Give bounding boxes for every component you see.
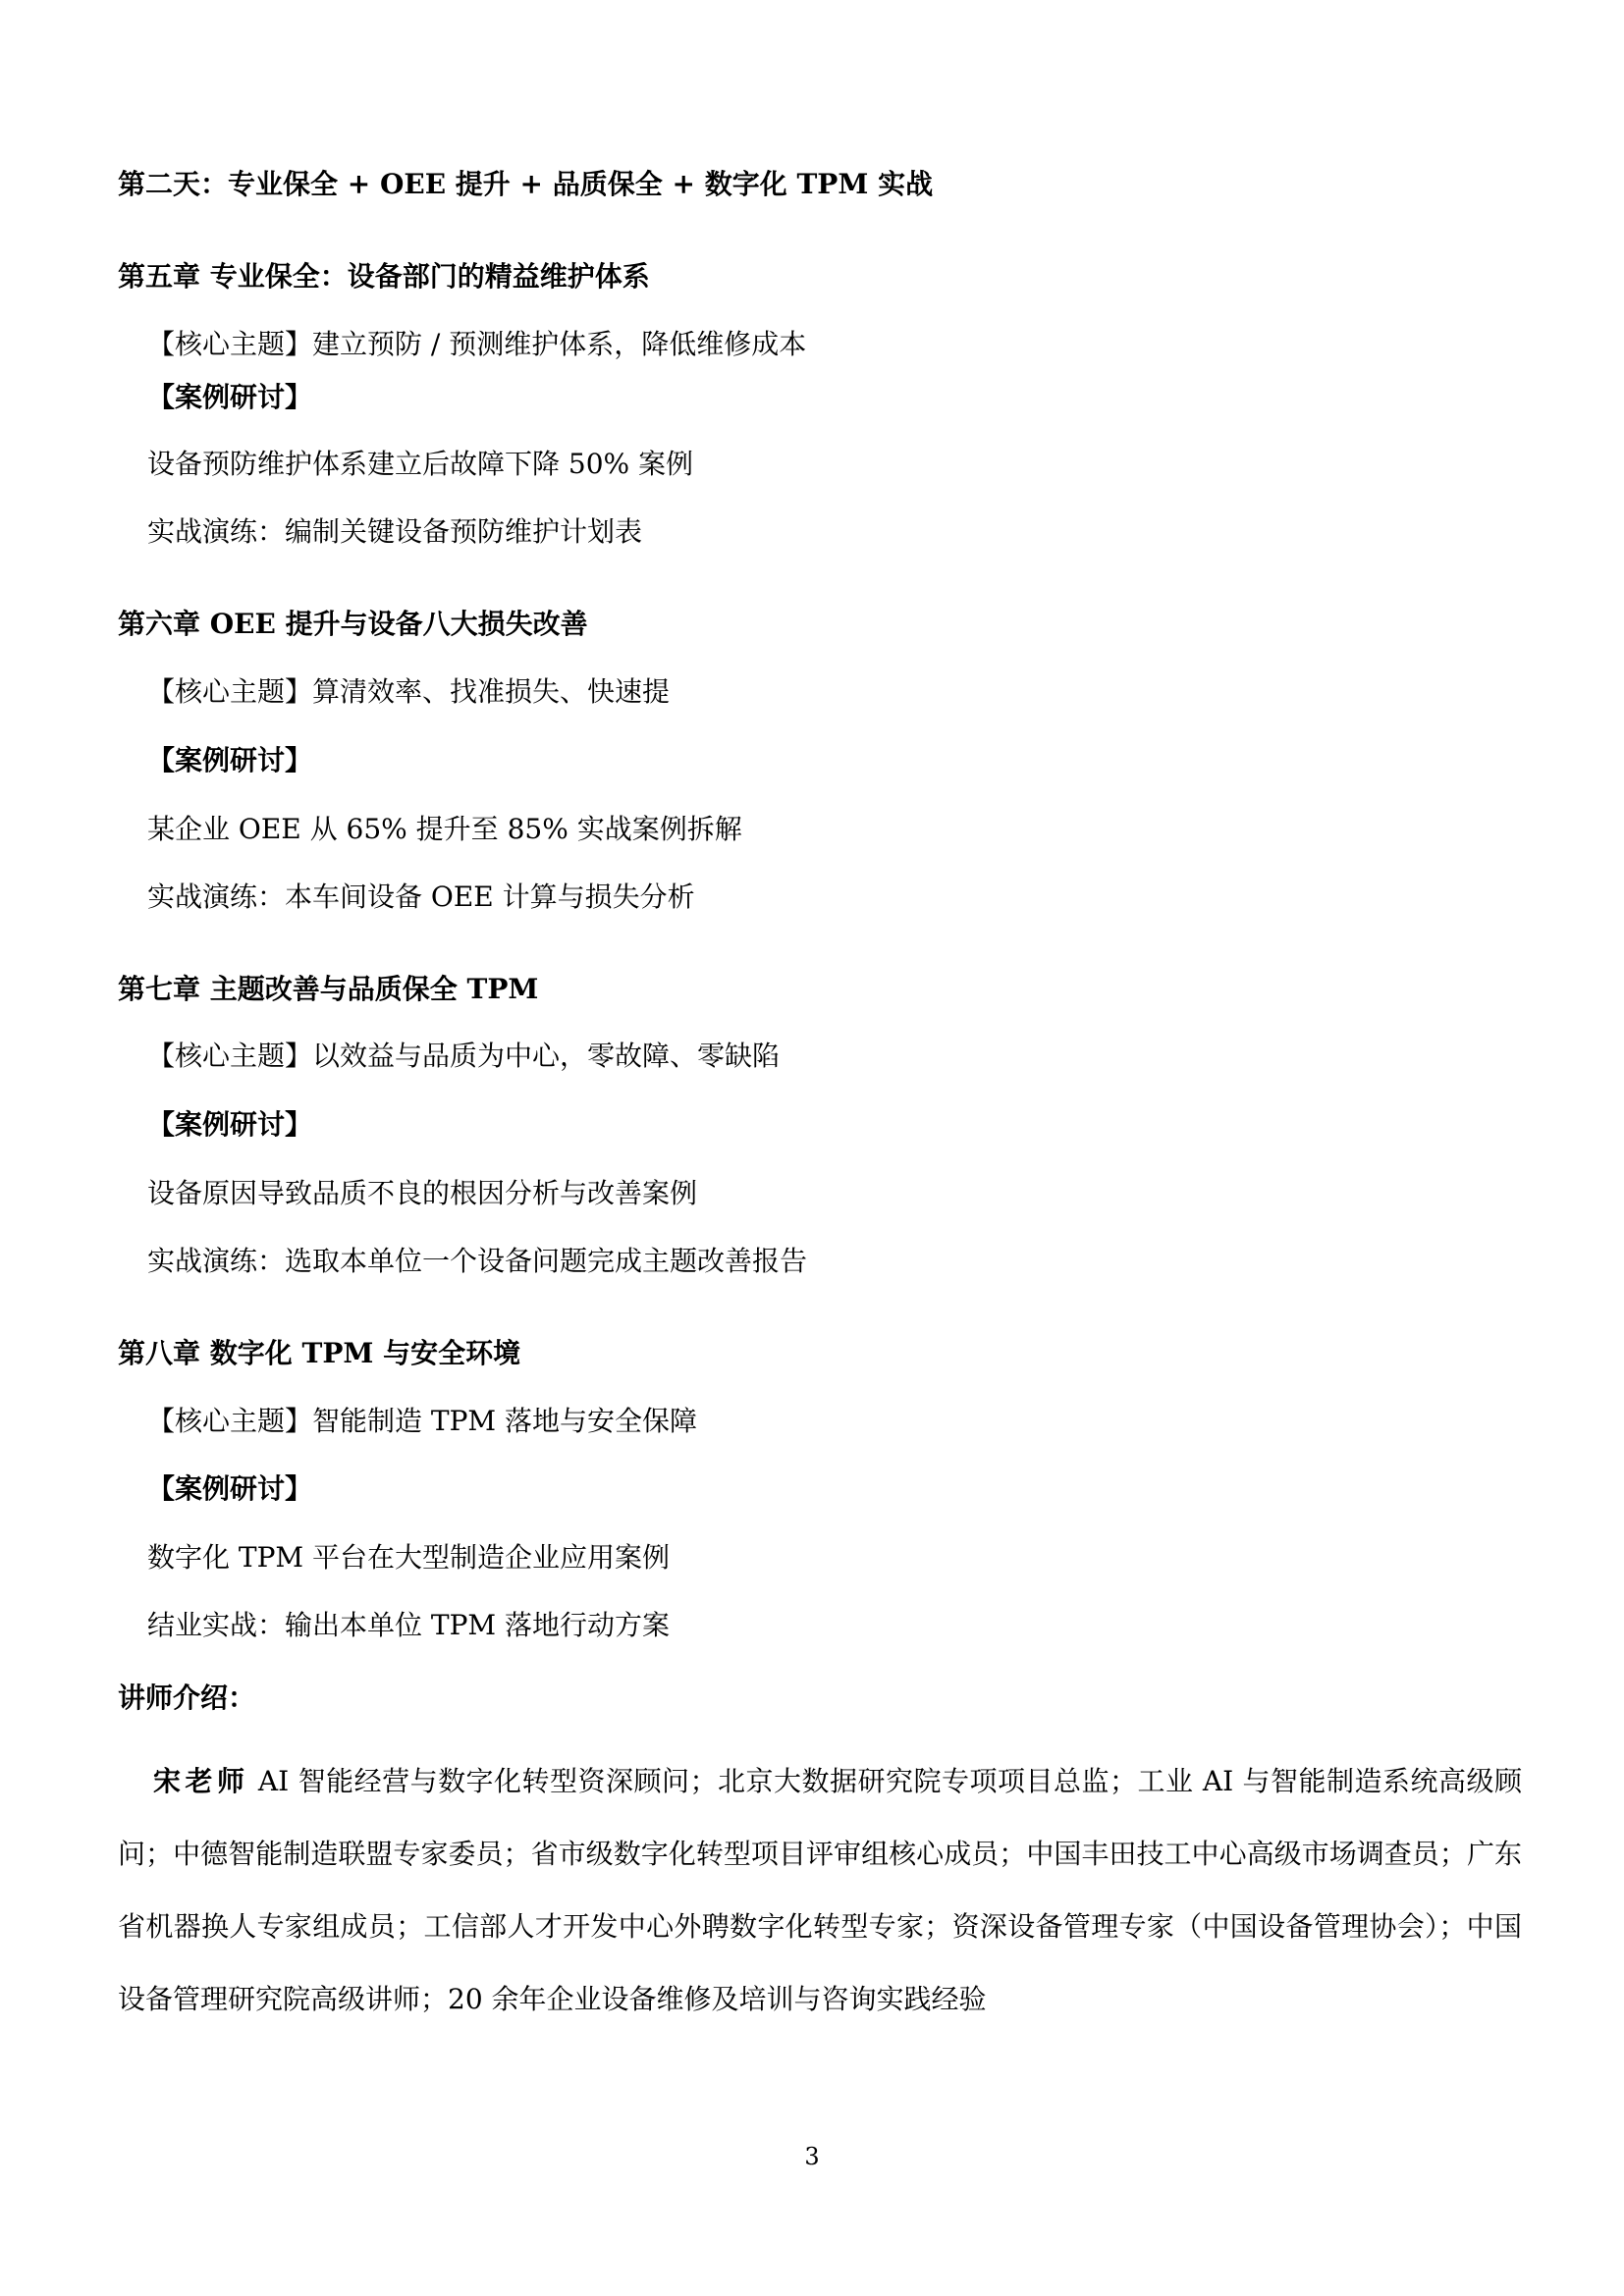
day-title: 第二天：专业保全 + OEE 提升 + 品质保全 + 数字化 TPM 实战 xyxy=(118,168,934,200)
lecturer-bio-paragraph xyxy=(118,1745,1522,2036)
case-study: 设备原因导致品质不良的根因分析与改善案例 xyxy=(147,1177,698,1209)
practice-drill: 实战演练：编制关键设备预防维护计划表 xyxy=(147,515,643,548)
case-study-label: 【案例研讨】 xyxy=(147,1108,313,1141)
case-study-label: 【案例研讨】 xyxy=(147,381,313,413)
lecturer-heading: 讲师介绍： xyxy=(118,1682,256,1714)
core-theme: 【核心主题】建立预防 / 预测维护体系，降低维修成本 xyxy=(147,328,807,360)
case-study: 设备预防维护体系建立后故障下降 50% 案例 xyxy=(147,448,694,480)
chapter-title: 第七章 主题改善与品质保全 TPM xyxy=(118,973,539,1005)
lecturer-name: 宋老师 xyxy=(153,1765,249,1797)
case-study-label: 【案例研讨】 xyxy=(147,744,313,776)
chapter-title: 第六章 OEE 提升与设备八大损失改善 xyxy=(118,608,588,640)
practice-drill: 实战演练：选取本单位一个设备问题完成主题改善报告 xyxy=(147,1245,808,1277)
case-study: 数字化 TPM 平台在大型制造企业应用案例 xyxy=(147,1541,670,1574)
core-theme: 【核心主题】算清效率、找准损失、快速提 xyxy=(147,675,671,708)
core-theme: 【核心主题】以效益与品质为中心，零故障、零缺陷 xyxy=(147,1040,781,1072)
page-number: 3 xyxy=(804,2143,820,2170)
chapter-title: 第五章 专业保全：设备部门的精益维护体系 xyxy=(118,260,650,293)
practice-drill: 结业实战：输出本单位 TPM 落地行动方案 xyxy=(147,1609,670,1641)
practice-drill: 实战演练：本车间设备 OEE 计算与损失分析 xyxy=(147,881,695,913)
chapter-title: 第八章 数字化 TPM 与安全环境 xyxy=(118,1337,521,1369)
case-study: 某企业 OEE 从 65% 提升至 85% 实战案例拆解 xyxy=(147,813,742,845)
case-study-label: 【案例研讨】 xyxy=(147,1472,313,1505)
lecturer-bio: AI 智能经营与数字化转型资深顾问；北京大数据研究院专项项目总监；工业 AI 与智能制造系统高级顾问；中德智能制造联盟专家委员；省市级数字化转型项目评审组核心成员；中国丰田技工中心高级市场调查员；广东省机器换人专家组成员；工信部人才开发中心外聘数字化转型专家；资深设备管理专家（中国设备管理协会）；中国设备管理研究院高级讲师；20 余年企业设备维修及培训与咨询实践经验 xyxy=(118,1765,1522,2015)
core-theme: 【核心主题】智能制造 TPM 落地与安全保障 xyxy=(147,1405,697,1437)
